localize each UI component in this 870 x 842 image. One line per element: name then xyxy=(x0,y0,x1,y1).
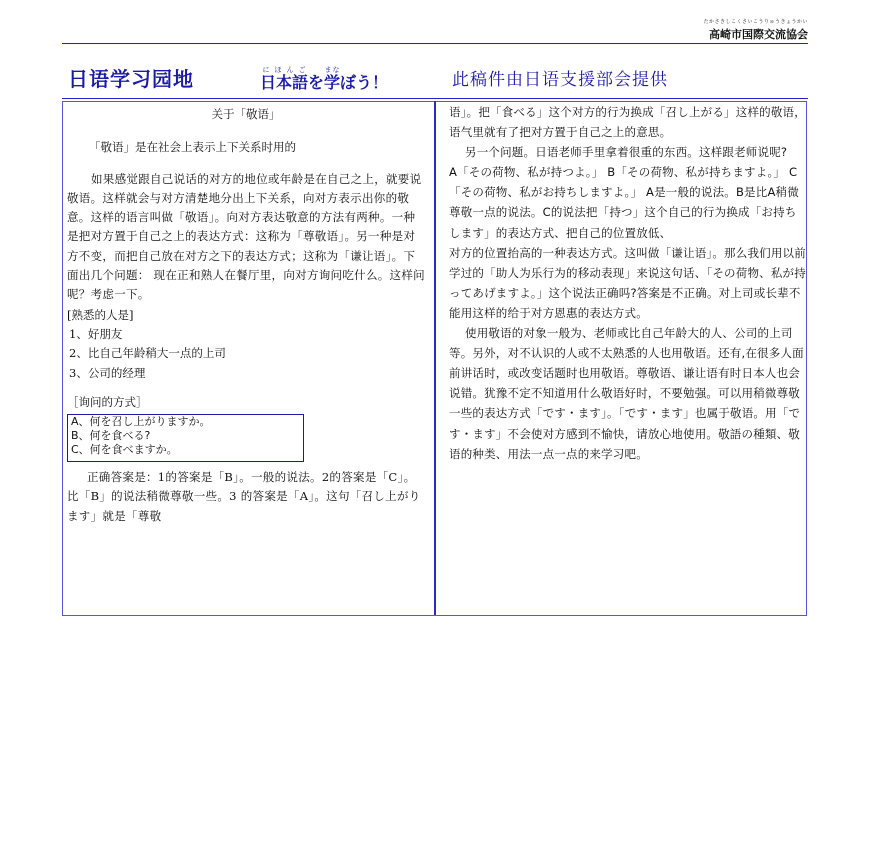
left-column xyxy=(67,102,425,526)
top-rule xyxy=(62,43,808,44)
title-jp-part: ぼう！ xyxy=(340,73,389,92)
right-column xyxy=(449,102,807,464)
column-divider xyxy=(434,101,436,615)
page-title-japanese xyxy=(260,66,388,93)
section-title: 关于「敬语」 xyxy=(211,107,281,121)
options-paragraph: A「その荷物、私が持つよ。」 B「その荷物、私が持ちますよ。」 C「その荷物、私がお持ちしますよ。」 A是一般的说法。B是比A稍微尊敬一点的说法。C的说法把「持つ」这个自己的行为换成「お持ちします」的表达方式、把自己的位置放低、 xyxy=(449,165,799,240)
organization-ruby: たかさきしこくさいこうりゅうきょうかい xyxy=(703,19,808,25)
intro-paragraph: 如果感觉跟自己说话的对方的地位或年龄是在自己之上，就要说敬语。这样就会与对方清楚地分出上下关系，向对方表示出你的敬意。这样的语言叫做「敬语」。向对方表达敬意的方法有两种。一种是把对方置于自己之上的表达方式：这称为「尊敬语」。另一种是对方不变，而把自己放在对方之下的表达方式；这称为「谦让语」。下面出几个问题： 现在正和熟人在餐厅里，向对方询问吃什么。这样问呢？考虑一下。 xyxy=(67,171,425,302)
list-item: 3、公司的经理 xyxy=(69,365,146,380)
question-paragraph: 另一个问题。日语老师手里拿着很重的东西。这样跟老师说呢? xyxy=(465,145,788,160)
section-subtitle: 「敬语」是在社会上表示上下关系时用的 xyxy=(89,140,296,155)
organization-name: 高崎市国際交流協会 xyxy=(709,28,808,41)
title-jp-part: 日本語にほんご xyxy=(260,66,309,92)
answer-paragraph: 正确答案是：1的答案是「B」。一般的说法。2的答案是「C」。比「B」的说法稍微尊敬一些。3 的答案是「A」。这句「召し上がります」就是「尊敬 xyxy=(67,470,421,523)
title-jp-part: を xyxy=(308,73,325,92)
ask-option: A、何を召し上がりますか。 xyxy=(71,415,211,429)
ask-option: C、何を食べますか。 xyxy=(71,443,178,457)
ask-option: B、何を食べる? xyxy=(71,429,151,443)
usage-paragraph: 使用敬语的对象一般为、老师或比自己年龄大的人、公司的上司等。另外，对不认识的人或不太熟悉的人也用敬语。还有,在很多人面前讲话时，或改变话题时也用敬语。尊敬语、谦让语有时日本人也会说错。犹豫不定不知道用什么敬语好时，不要勉强。可以用稍微尊敬一些的表达方式「です・ます」。「です・ます」也属于敬语。用「です・ます」不会使对方感到不愉快，请放心地使用。敬語の種類、敬语的种类、用法一点一点的来学习吧。 xyxy=(449,326,804,461)
list-item: 2、比自己年龄稍大一点的上司 xyxy=(69,346,226,361)
page-title-chinese: 日语学习园地 xyxy=(68,67,194,91)
familiar-label: [熟悉的人是] xyxy=(67,307,134,322)
list-item: 1、好朋友 xyxy=(69,326,123,341)
organization-stamp xyxy=(703,18,808,42)
title-jp-part: 学まな xyxy=(324,66,341,92)
page-header xyxy=(62,54,808,96)
header-rule xyxy=(62,98,808,99)
ask-label: ［询问的方式］ xyxy=(67,394,148,409)
ask-options-box xyxy=(67,414,304,462)
explanation-paragraph: 对方的位置抬高的一种表达方式。这叫做「谦让语」。那么我们用以前学过的「助人为乐行为的移动表现」来说这句话、「その荷物、私が持ってあげますよ。」这个说法正确吗?答案是不正确。对上司或长辈不能用这样的给于对方恩惠的表达方式。 xyxy=(449,245,806,320)
continued-paragraph: 语」。把「食べる」这个对方的行为换成「召し上がる」这样的敬语，语气里就有了把对方置于自己之上的意思。 xyxy=(449,105,806,140)
source-credit: 此稿件由日语支援部会提供 xyxy=(452,70,668,90)
